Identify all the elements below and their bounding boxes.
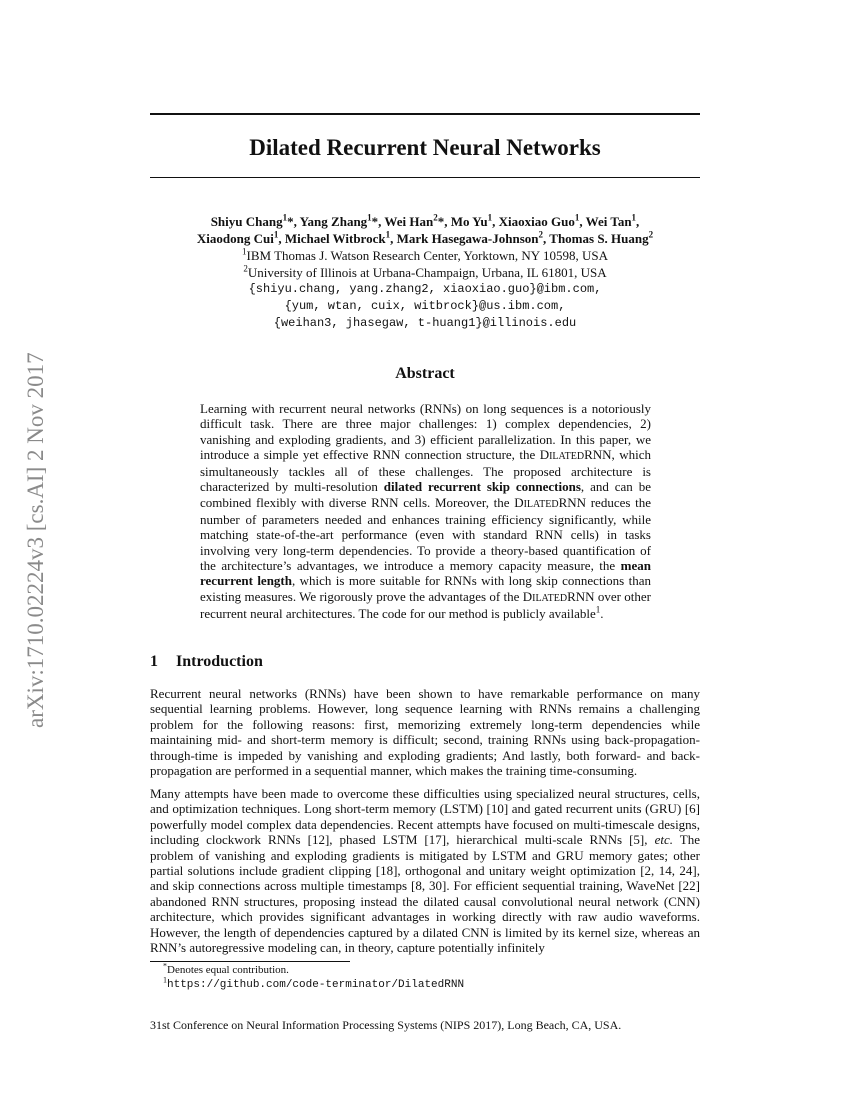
title-rule-top	[150, 113, 700, 115]
section-heading-introduction	[150, 653, 700, 671]
paper-title: Dilated Recurrent Neural Networks	[249, 135, 601, 160]
email-line-3: {weihan3, jhasegaw, t-huang1}@illinois.edu	[273, 316, 577, 330]
footnote-mark-1: 1	[163, 975, 167, 985]
footnote-text: Denotes equal contribution.	[167, 964, 289, 976]
author-line-2: Xiaodong Cui$^1$, Michael Witbrock$^1$, Mark Hasegawa-Johnson$^2$, Thomas S. Huang$^2$	[196, 229, 654, 246]
code-repo-link[interactable]: https://github.com/code-terminator/DilatedRNN	[167, 979, 465, 991]
affiliation-uiuc: $^2$University of Illinois at Urbana-Champaign, Urbana, IL 61801, USA	[243, 263, 607, 280]
footnote-mark-star: *	[163, 961, 167, 971]
author-line-1: Shiyu Chang$^1$*, Yang Zhang$^1$*, Wei Han$^2$*, Mo Yu$^1$, Xiaoxiao Guo$^1$, Wei Tan$^1$,	[210, 212, 640, 229]
affiliation-ibm: $^1$IBM Thomas J. Watson Research Center, Yorktown, NY 10598, USA	[242, 246, 608, 263]
intro-paragraph-2: Many attempts have been made to overcome these difficulties using specialized neural structures, cells, and optimization techniques. Long short-term memory (LSTM) [10] and gated recurrent units (GRU) [6] powerfully model complex data dependencies. Recent attempts have focused on multi-timescale designs, including clockwork RNNs [12], phased LSTM [17], hierarchical multi-scale RNNs [5], etc. The problem of vanishing and exploding gradients is mitigated by LSTM and GRU memory gates; other partial solutions include gradient clipping [18], orthogonal and unitary weight optimization [2, 14, 24], and skip connections across multiple timestamps [8, 30]. For efficient sequential training, WaveNet [22] abandoned RNN structures, proposing instead the dilated causal convolutional neural network (CNN) architecture, which provides significant advantages in working directly with raw audio waveforms. However, the length of dependencies captured by a dilated CNN is limited by its kernel size, whereas an RNN’s autoregressive modeling can, in theory, capture potentially infinitely	[150, 786, 700, 956]
footnote-rule	[150, 961, 350, 962]
email-line-2: {yum, wtan, cuix, witbrock}@us.ibm.com,	[284, 299, 566, 313]
footnote-code-link	[163, 975, 465, 992]
section-title: Introduction	[176, 653, 263, 670]
section-number: 1	[150, 653, 158, 670]
title-rule-bottom	[150, 177, 700, 178]
intro-paragraph-1: Recurrent neural networks (RNNs) have been shown to have remarkable performance on many sequential learning problems. However, long sequence learning with RNNs remains a challenging problem for the following reasons: first, memorizing extremely long-term dependencies while maintaining mid- and short-term memory is difficult; second, training RNNs using back-propagation-through-time is impeded by vanishing and exploding gradients; And lastly, both forward- and back-propagation are performed in a sequential manner, which makes the training time-consuming.	[150, 686, 700, 779]
abstract-text: Learning with recurrent neural networks (RNNs) on long sequences is a notoriously difficult task. There are three major challenges: 1) complex dependencies, 2) vanishing and exploding gradients, and 3) efficient parallelization. In this paper, we introduce a simple yet effective RNN connection structure, the DILATEDRNN, which simultaneously tackles all of these challenges. The proposed architecture is characterized by multi-resolution dilated recurrent skip connections, and can be combined flexibly with diverse RNN cells. Moreover, the DILATEDRNN reduces the number of parameters needed and enhances training efficiency significantly, while matching state-of-the-art performance (even with standard RNN cells) in tasks involving very long-term dependencies. To provide a theory-based quantification of the architecture’s advantages, we introduce a memory capacity measure, the mean recurrent length, which is more suitable for RNNs with long skip connections than existing measures. We rigorously prove the advantages of the DILATEDRNN over other recurrent neural architectures. The code for our method is publicly available$^1$.	[200, 401, 652, 621]
footnote-equal-contribution	[163, 961, 289, 977]
abstract-heading: Abstract	[395, 365, 455, 382]
conference-note: 31st Conference on Neural Information Processing Systems (NIPS 2017), Long Beach, CA, USA.	[150, 1018, 622, 1032]
arxiv-stamp: arXiv:1710.02224v3 [cs.AI] 2 Nov 2017	[23, 352, 48, 728]
author-block	[150, 213, 700, 332]
email-line-1: {shiyu.chang, yang.zhang2, xiaoxiao.guo}@ibm.com,	[248, 282, 602, 296]
